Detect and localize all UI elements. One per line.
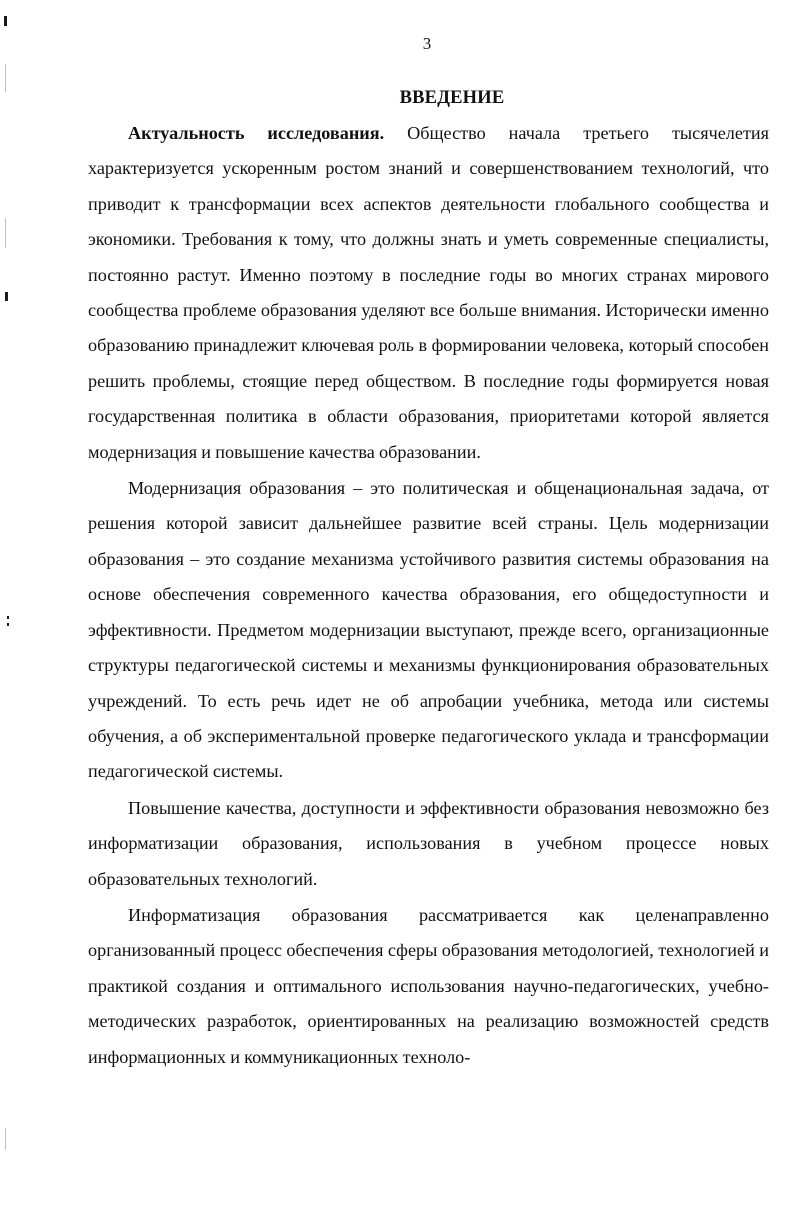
paragraph-modernization: Модернизация образования – это политическая и общенациональная задача, от решения которой зависит дальнейшее развитие всей страны. Цель модернизации образования – это создание механизма устойчивого развития системы образования на основе обеспечения современного качества образования, его общедоступности и эффективности. Предметом модернизации выступают, прежде всего, организационные структуры педагогической системы и механизмы функционирования образовательных учреждений. То есть речь идет не об апробации учебника, метода или системы обучения, а об экспериментальной проверке педагогического уклада и трансформации педагогической системы. (88, 478, 769, 782)
scan-artifact-mark (7, 616, 9, 619)
scan-artifact-line (5, 1128, 6, 1150)
scan-artifact-mark (5, 292, 8, 301)
scan-artifact-mark (4, 16, 7, 26)
paragraph-quality: Повышение качества, доступности и эффективности образования невозможно без информатизации образования, использования в учебном процессе новых образовательных технологий. (88, 797, 769, 889)
paragraph-lead: Актуальность исследования. (128, 123, 385, 143)
paragraph-informatization: Информатизация образования рассматривается как целенаправленно организованный процесс обеспечения сферы образования методологией, технологией и практикой создания и оптимального использования научно-педагогических, учебно-методических разработок, ориентированных на реализацию возможностей средств информационных и коммуникационных техноло- (88, 904, 769, 1067)
section-heading: ВВЕДЕНИЕ (399, 88, 505, 108)
body-text (88, 116, 769, 1075)
scan-artifact-line (5, 218, 6, 248)
scan-artifact-mark (7, 623, 9, 626)
page-number: 3 (422, 34, 432, 53)
paragraph-text: Общество начала третьего тысячелетия характеризуется ускоренным ростом знаний и совершенствованием технологий, что приводит к трансформации всех аспектов деятельности глобального сообщества и экономики. Требования к тому, что должны знать и уметь современные специалисты, постоянно растут. Именно поэтому в последние годы во многих странах мирового сообщества проблеме образования уделяют все больше внимания. Исторически именно образованию принадлежит ключевая роль в формировании человека, который способен решить проблемы, стоящие перед обществом. В последние годы формируется новая государственная политика в области образования, приоритетами которой является модернизация и повышение качества образовании. (88, 123, 769, 462)
paragraph-relevance (88, 116, 769, 470)
